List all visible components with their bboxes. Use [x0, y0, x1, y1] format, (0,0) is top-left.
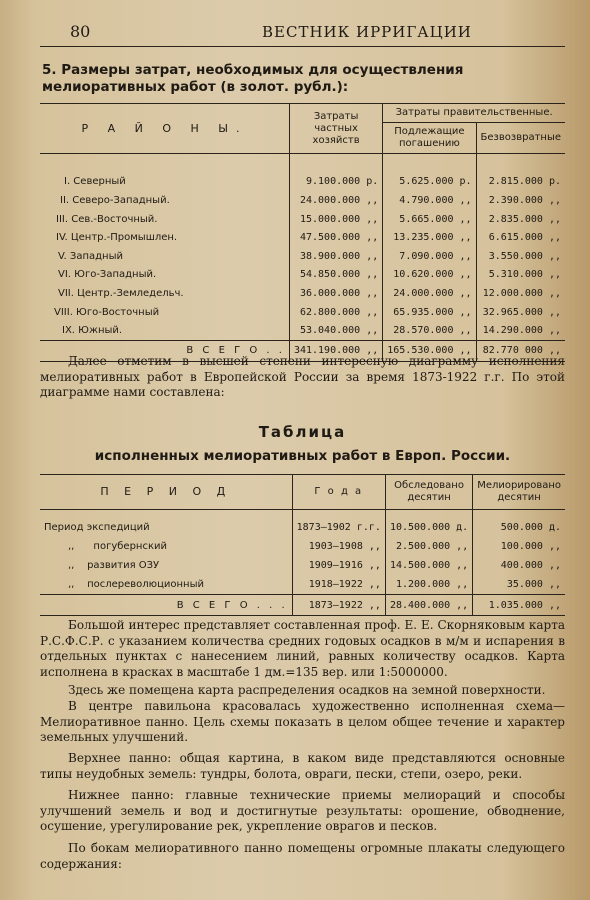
repay-value: 5.665.000 ,,	[383, 210, 476, 229]
table2-subtitle: исполненных мелиоративных работ в Европ. России.	[94, 448, 511, 464]
repay-value: 13.235.000 ,,	[383, 228, 476, 247]
costs-table	[40, 103, 565, 362]
meliorated-value: 500.000 д.	[473, 518, 565, 537]
table-row	[40, 303, 565, 322]
private-value: 36.000.000 ,,	[289, 284, 382, 303]
col-surveyed: Обследовано десятин	[385, 475, 472, 510]
repay-value: 5.625.000 р.	[383, 173, 476, 192]
nonrepay-value: 3.550.000 ,,	[476, 247, 565, 266]
table-row	[40, 284, 565, 303]
meliorated-value: 100.000 ,,	[473, 537, 565, 556]
paragraph-upper-panel: Верхнее панно: общая картина, в каком виде представляются основные типы неудобных земель: тундры, болота, овраги, пески, степи, озеро, реки.	[40, 751, 565, 781]
col-repayable: Подлежащие погашению	[383, 123, 476, 154]
table-row	[40, 173, 565, 192]
section-title: 5. Размеры затрат, необходимых для осуществления мелиоративных работ (в золот. рубл.):	[42, 62, 464, 95]
total-repay: 165.530.000 ,,	[383, 340, 476, 361]
private-value: 24.000.000 ,,	[289, 191, 382, 210]
repay-value: 65.935.000 ,,	[383, 303, 476, 322]
total-meliorated: 1.035.000 ,,	[473, 595, 565, 616]
region-name: V. Западный	[58, 250, 123, 262]
private-value: 47.500.000 ,,	[289, 228, 382, 247]
paragraph-map: Большой интерес представляет составленная проф. Е. Е. Скорняковым карта Р.С.Ф.С.Р. с указанием количества средних годовых осадков в м/м и испарения в отдельных пунктах с нанесением линий, равных количеству осадков. Карта исполнена в красках в масштабе 1 дм.=135 вер. или 1:5000000.	[40, 618, 565, 679]
years-value: 1909—1916 ,,	[292, 556, 385, 575]
col-private-costs: Затраты частных хозяйств	[289, 104, 382, 154]
paragraph-panel: В центре павильона красовалась художественно исполненная схема—Мелиоративное панно. Цель схемы показать в целом общее течение и характер земельных улучшений.	[40, 699, 565, 744]
period-name: ,, развития ОЗУ	[68, 560, 160, 571]
meliorated-value: 35.000 ,,	[473, 575, 565, 595]
col-gov-costs: Затраты правительственные.	[383, 104, 565, 123]
running-title: ВЕСТНИК ИРРИГАЦИИ	[262, 23, 472, 41]
period-name: Период экспедиций	[44, 522, 150, 533]
total-private: 341.190.000 ,,	[289, 340, 382, 361]
nonrepay-value: 2.815.000 р.	[476, 173, 565, 192]
repay-value: 4.790.000 ,,	[383, 191, 476, 210]
table-row	[40, 556, 565, 575]
nonrepay-value: 2.835.000 ,,	[476, 210, 565, 229]
surveyed-value: 2.500.000 ,,	[385, 537, 472, 556]
table-row	[40, 191, 565, 210]
table-row	[40, 228, 565, 247]
private-value: 62.800.000 ,,	[289, 303, 382, 322]
nonrepay-value: 2.390.000 ,,	[476, 191, 565, 210]
region-name: II. Северо-Западный.	[60, 194, 170, 206]
repay-value: 24.000.000 ,,	[383, 284, 476, 303]
years-value: 1903—1908 ,,	[292, 537, 385, 556]
col-meliorated: Мелиорировано десятин	[473, 475, 565, 510]
table-row	[40, 210, 565, 229]
total-nonrepay: 82.770 000 ,,	[476, 340, 565, 361]
region-name: I. Северный	[64, 176, 126, 188]
table-row	[40, 575, 565, 595]
period-name: ,, погубернский	[68, 541, 167, 552]
years-value: 1873—1902 г.г.	[292, 518, 385, 537]
works-table	[40, 474, 565, 616]
table-row	[40, 321, 565, 340]
period-name: ,, послереволюционный	[68, 579, 204, 590]
nonrepay-value: 32.965.000 ,,	[476, 303, 565, 322]
region-name: IX. Южный.	[62, 325, 123, 337]
paragraph-lower-panel: Нижнее панно: главные технические приемы мелиораций и способы улучшений земель и вод и достигнутые результаты: орошение, обводнение, осушение, урегулирование рек, укрепление оврагов и песков.	[40, 788, 565, 833]
region-name: VI. Юго-Западный.	[58, 269, 157, 281]
private-value: 53.040.000 ,,	[289, 321, 382, 340]
total-label: В С Е Г О . .	[40, 340, 289, 361]
col-regions: Р А Й О Н Ы.	[40, 104, 289, 154]
table-row	[40, 266, 565, 285]
table2-title: Таблица	[258, 423, 347, 441]
surveyed-value: 10.500.000 д.	[385, 518, 472, 537]
total-row	[40, 595, 565, 616]
paragraph-diagram-intro: Далее отметим в высшей степени интересную диаграмму исполнения мелиоративных работ в Европейской России за время 1873-1922 г.г. По этой диаграмме нами составлена:	[40, 354, 565, 399]
repay-value: 28.570.000 ,,	[383, 321, 476, 340]
table-row	[40, 537, 565, 556]
nonrepay-value: 6.615.000 ,,	[476, 228, 565, 247]
repay-value: 10.620.000 ,,	[383, 266, 476, 285]
total-label: В С Е Г О . . .	[40, 595, 292, 616]
repay-value: 7.090.000 ,,	[383, 247, 476, 266]
page-header	[40, 20, 565, 47]
region-name: III. Сев.-Восточный.	[56, 213, 158, 225]
private-value: 54.850.000 ,,	[289, 266, 382, 285]
col-nonrepayable: Безвозвратные	[476, 123, 565, 154]
private-value: 38.900.000 ,,	[289, 247, 382, 266]
nonrepay-value: 5.310.000 ,,	[476, 266, 565, 285]
region-name: VIII. Юго-Восточный	[54, 306, 160, 318]
region-name: IV. Центр.-Промышлен.	[56, 232, 178, 244]
meliorated-value: 400.000 ,,	[473, 556, 565, 575]
table-row	[40, 247, 565, 266]
page-number: 80	[70, 22, 91, 41]
region-name: VII. Центр.-Земледельч.	[58, 287, 184, 299]
nonrepay-value: 14.290.000 ,,	[476, 321, 565, 340]
total-surveyed: 28.400.000 ,,	[385, 595, 472, 616]
private-value: 9.100.000 р.	[289, 173, 382, 192]
nonrepay-value: 12.000.000 ,,	[476, 284, 565, 303]
col-years: Г о д а	[292, 475, 385, 510]
table-row	[40, 518, 565, 537]
paragraph-precipitation: Здесь же помещена карта распределения осадков на земной поверхности.	[68, 683, 546, 697]
col-period: П Е Р И О Д	[40, 475, 292, 510]
surveyed-value: 14.500.000 ,,	[385, 556, 472, 575]
surveyed-value: 1.200.000 ,,	[385, 575, 472, 595]
private-value: 15.000.000 ,,	[289, 210, 382, 229]
years-value: 1918—1922 ,,	[292, 575, 385, 595]
total-years: 1873—1922 ,,	[292, 595, 385, 616]
paragraph-posters: По бокам мелиоративного панно помещены огромные плакаты следующего содержания:	[40, 841, 565, 871]
